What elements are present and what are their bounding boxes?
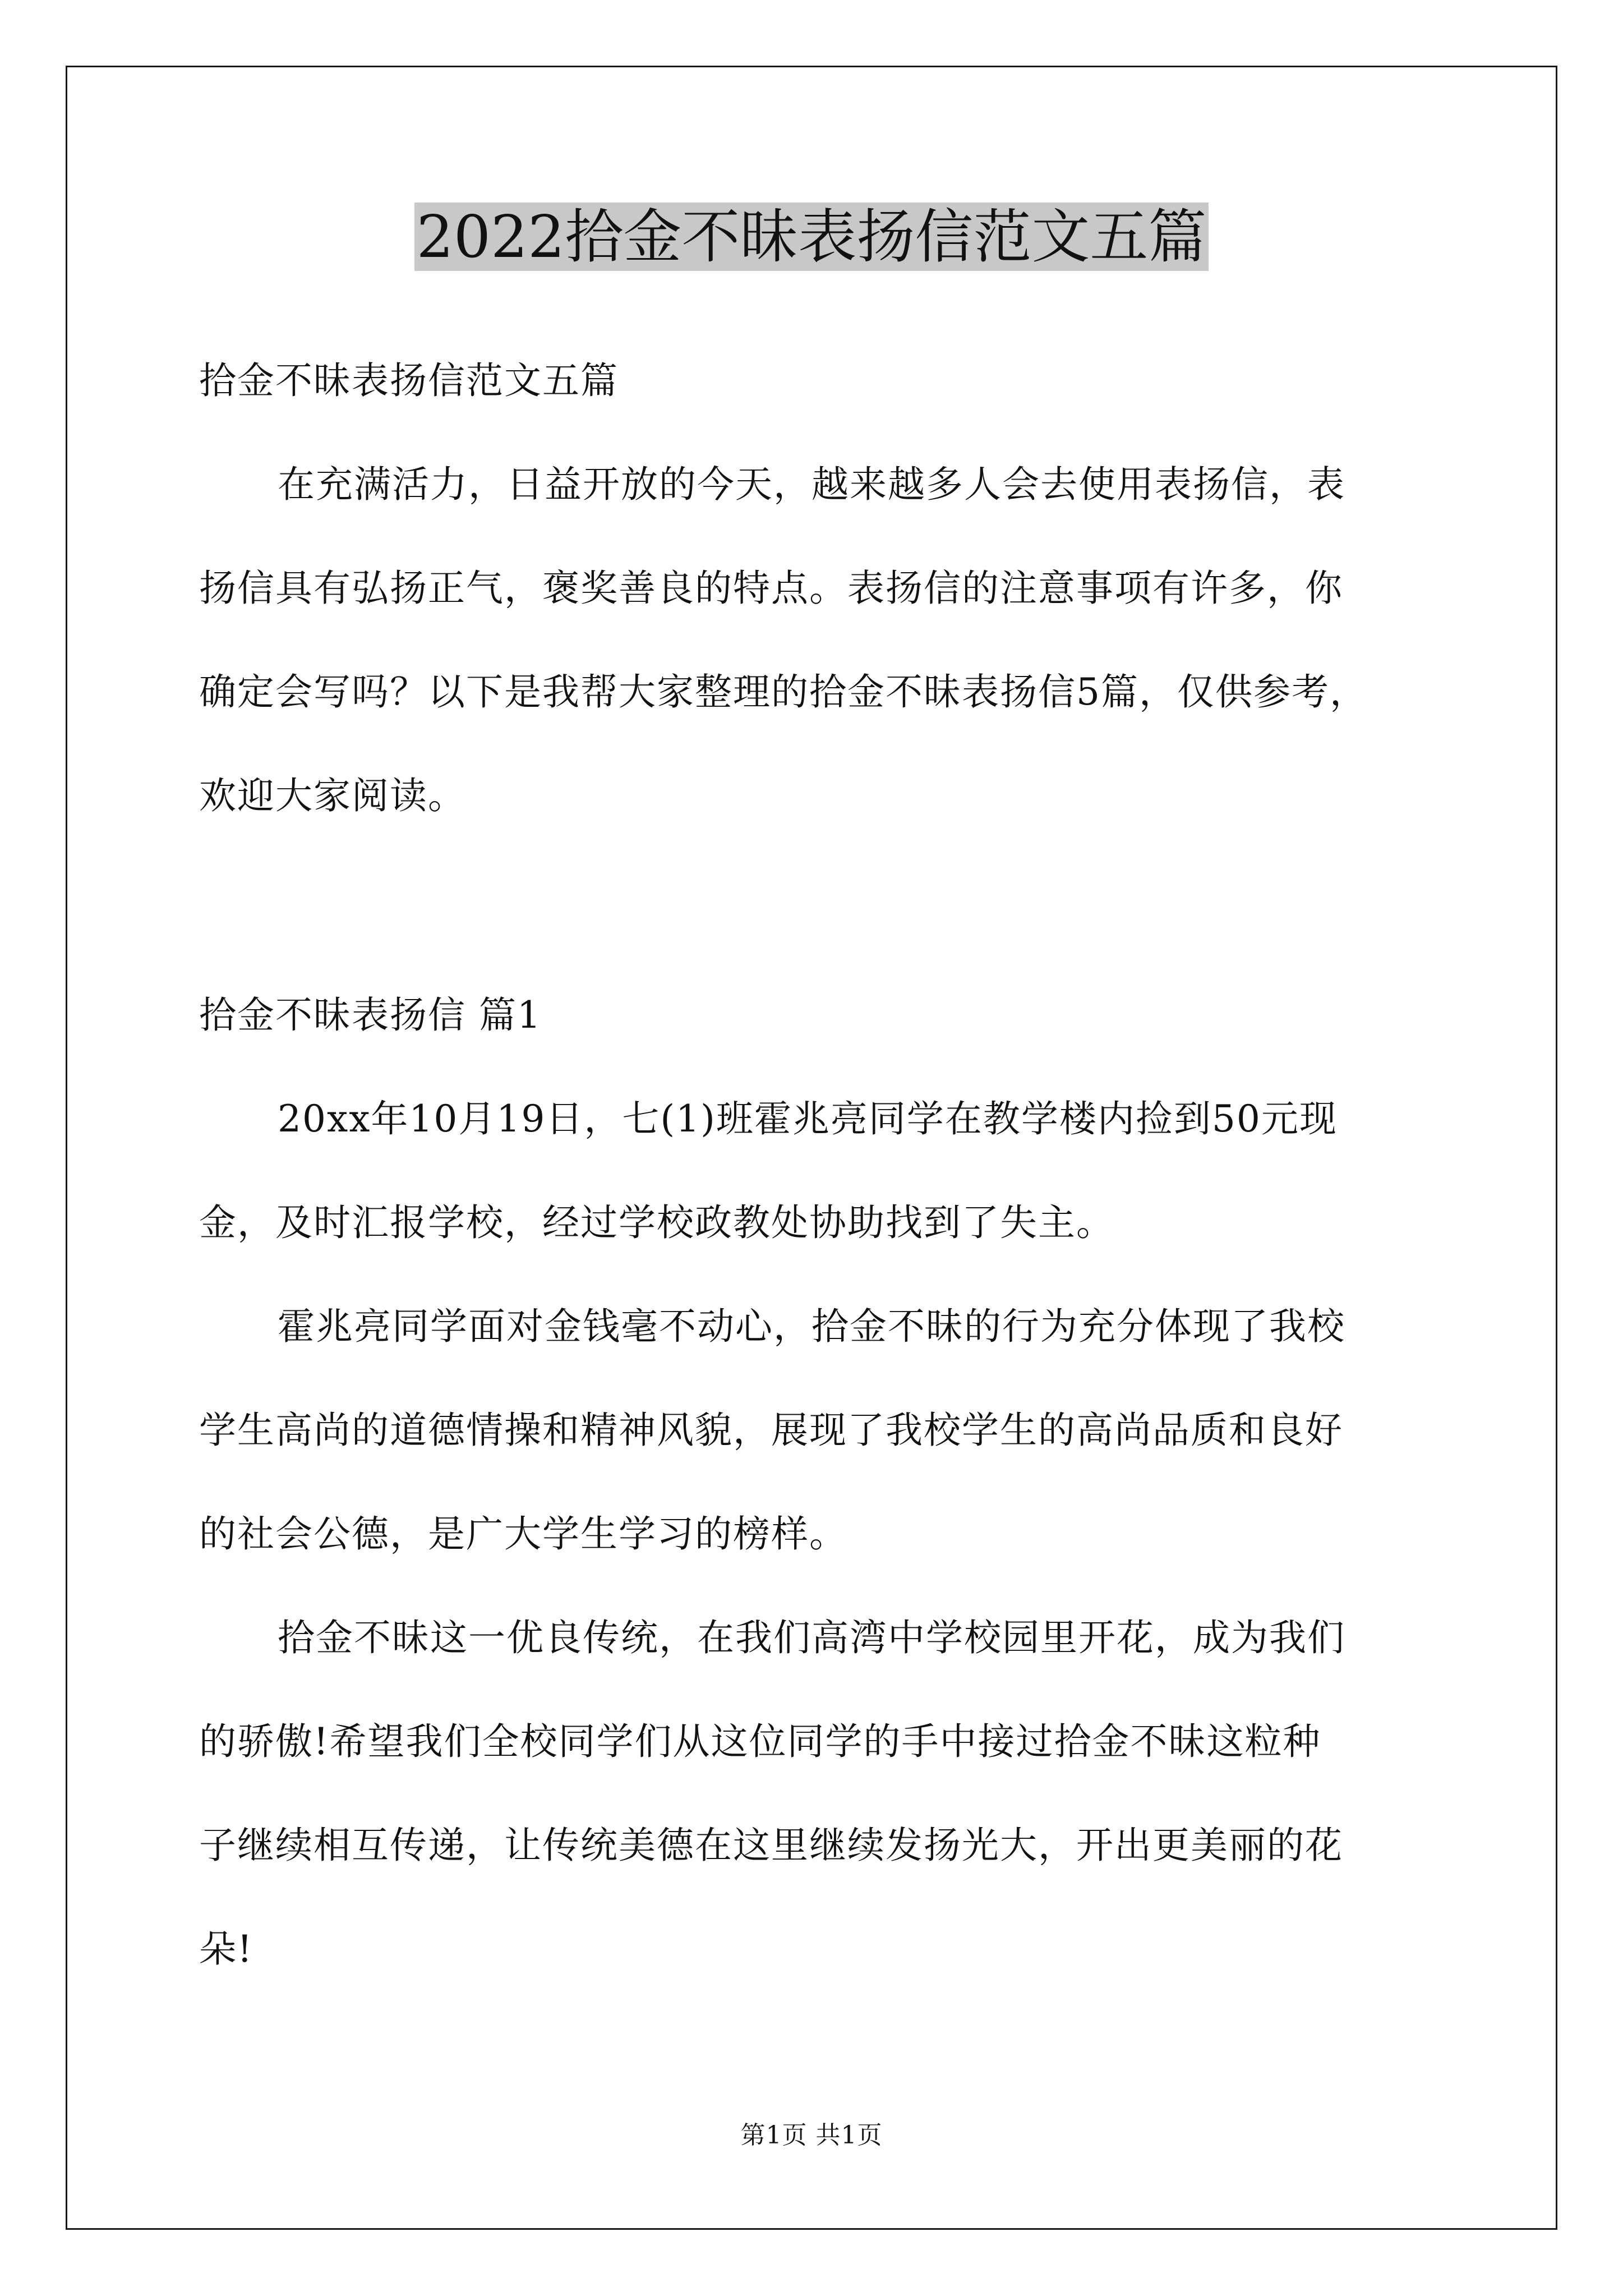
para2-line-2: 学生高尚的道德情操和精神风貌，展现了我校学生的高尚品质和良好 (199, 1409, 1343, 1452)
section-heading: 拾金不昧表扬信 篇1 (199, 993, 542, 1037)
intro-line-2: 扬信具有弘扬正气，褒奖善良的特点。表扬信的注意事项有许多，你 (199, 567, 1343, 610)
intro-line-3: 确定会写吗？以下是我帮大家整理的拾金不昧表扬信5篇，仅供参考， (199, 670, 1368, 714)
para3-line-4: 朵! (199, 1927, 253, 1971)
page-footer: 第1页 共1页 (740, 2121, 883, 2150)
document-title (0, 197, 1623, 276)
para3-line-3: 子继续相互传递，让传统美德在这里继续发扬光大，开出更美丽的花 (199, 1824, 1343, 1867)
document-title-text: 2022拾金不昧表扬信范文五篇 (414, 203, 1209, 271)
para2-line-3: 的社会公德，是广大学生学习的榜样。 (199, 1512, 847, 1556)
para2-line-1: 霍兆亮同学面对金钱毫不动心，拾金不昧的行为充分体现了我校 (278, 1305, 1345, 1348)
para1-line-1: 20xx年10月19日，七(1)班霍兆亮同学在教学楼内捡到50元现 (278, 1097, 1338, 1140)
document-subtitle: 拾金不昧表扬信范文五篇 (199, 359, 619, 402)
intro-line-1: 在充满活力，日益开放的今天，越来越多人会去使用表扬信，表 (278, 463, 1345, 506)
para1-line-2: 金，及时汇报学校，经过学校政教处协助找到了失主。 (199, 1201, 1114, 1244)
para3-line-1: 拾金不昧这一优良传统，在我们高湾中学校园里开花，成为我们 (278, 1616, 1345, 1659)
intro-line-4: 欢迎大家阅读。 (199, 774, 466, 817)
para3-line-2: 的骄傲!希望我们全校同学们从这位同学的手中接过拾金不昧这粒种 (199, 1720, 1321, 1763)
